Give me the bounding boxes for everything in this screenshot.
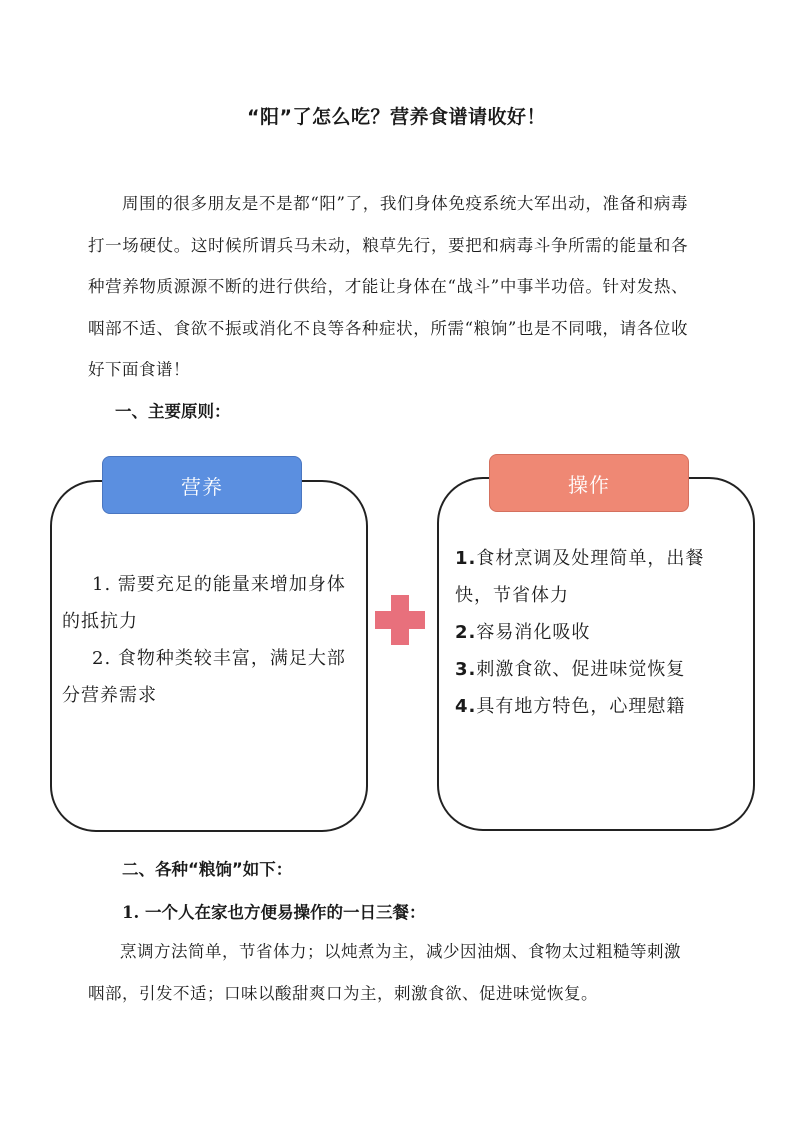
operation-tag: 操作 bbox=[489, 454, 689, 512]
intro-paragraph: 周围的很多朋友是不是都“阳”了，我们身体免疫系统大军出动，准备和病毒打一场硬仗。这时候所谓兵马未动，粮草先行，要把和病毒斗争所需的能量和各种营养物质源源不断的进行供给，才能让身体在“战斗”中事半功倍。针对发热、咽部不适、食欲不振或消化不良等各种症状，所需“粮饷”也是不同哦，请各位收好下面食谱！ bbox=[88, 194, 688, 379]
nutrition-tag: 营养 bbox=[102, 456, 302, 514]
operation-item bbox=[455, 688, 735, 725]
operation-item-text: 食材烹调及处理简单，出餐快，节省体力 bbox=[455, 548, 705, 606]
nutrition-item: 2. 食物种类较丰富，满足大部分营养需求 bbox=[62, 648, 346, 706]
operation-list bbox=[455, 540, 735, 725]
operation-item-number: 1. bbox=[455, 548, 477, 569]
operation-item bbox=[455, 540, 735, 614]
operation-item-text: 具有地方特色，心理慰籍 bbox=[476, 696, 686, 717]
operation-item-text: 刺激食欲、促进味觉恢复 bbox=[476, 659, 686, 680]
section-heading-rations: 二、各种“粮饷”如下： bbox=[122, 860, 293, 879]
nutrition-list bbox=[62, 566, 352, 714]
operation-item bbox=[455, 651, 735, 688]
meals-paragraph: 烹调方法简单，节省体力；以炖煮为主，减少因油烟、食物太过粗糙等刺激咽部，引发不适；口味以酸甜爽口为主，刺激食欲、促进味觉恢复。 bbox=[88, 942, 681, 1003]
operation-item-number: 4. bbox=[455, 696, 477, 717]
operation-item bbox=[455, 614, 735, 651]
subsection-heading-meals: 1. 一个人在家也方便易操作的一日三餐： bbox=[122, 903, 426, 922]
section-heading-principles: 一、主要原则： bbox=[115, 402, 231, 421]
nutrition-item: 1. 需要充足的能量来增加身体的抵抗力 bbox=[62, 574, 346, 632]
page-title: “阳”了怎么吃？营养食谱请收好！ bbox=[247, 106, 546, 128]
operation-item-number: 2. bbox=[455, 622, 477, 643]
operation-item-number: 3. bbox=[455, 659, 477, 680]
plus-icon bbox=[375, 595, 425, 645]
operation-item-text: 容易消化吸收 bbox=[476, 622, 591, 643]
